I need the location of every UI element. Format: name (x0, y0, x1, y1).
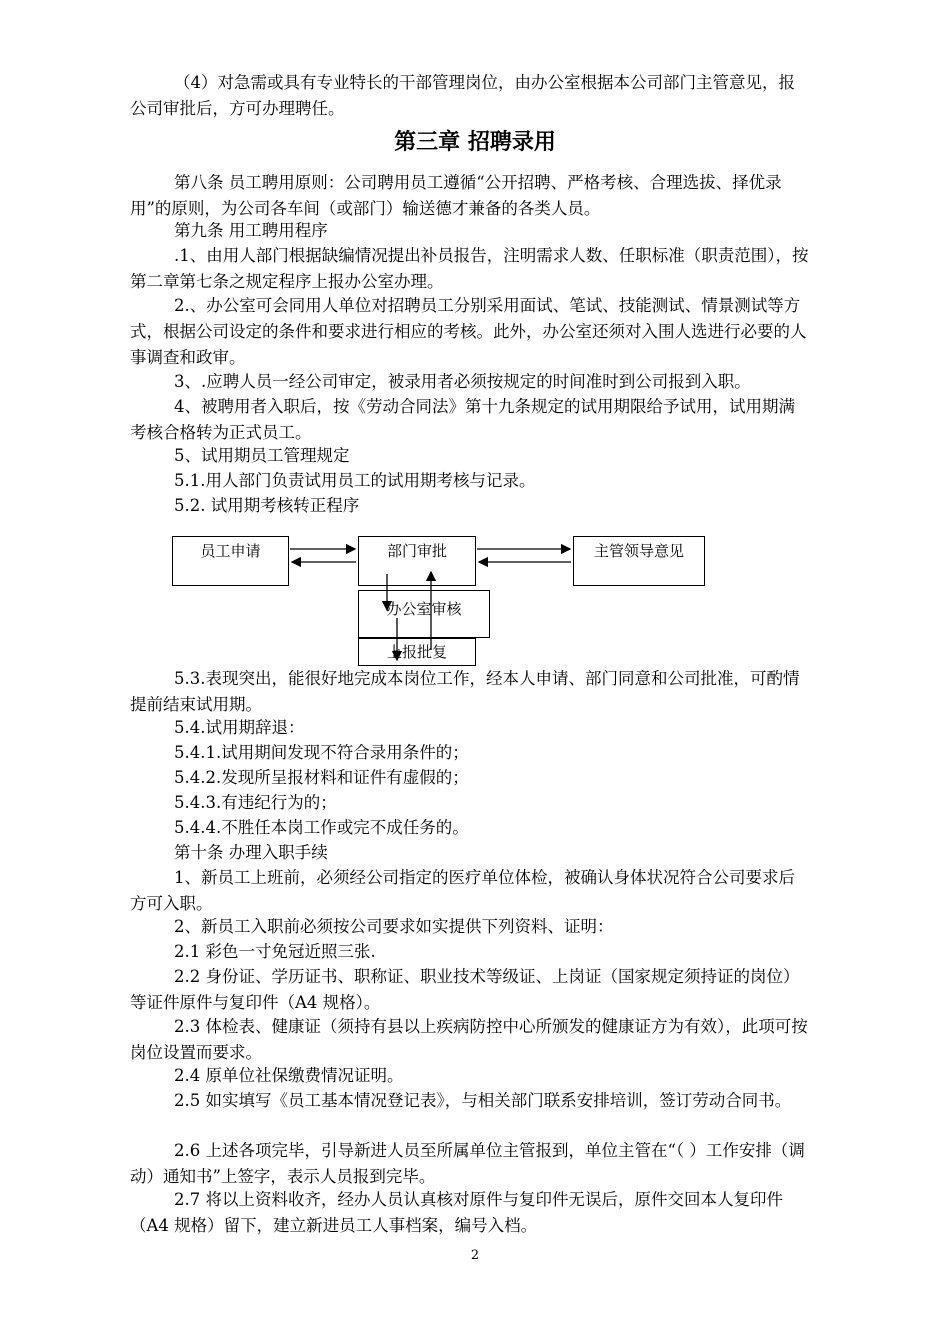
article-9-item-5-1: 5.1.用人部门负责试用员工的试用期考核与记录。 (174, 471, 536, 490)
article-10-item-2-7: 2.7 将以上资料收齐，经办人员认真核对原件与复印件无误后，原件交回本人复印件（A4 规格）留下，建立新进员工人事档案，编号入档。 (130, 1190, 783, 1235)
article-8: 第八条 员工聘用原则：公司聘用员工遵循“公开招聘、严格考核、合理选拔、择优录用”的原则，为公司各车间（或部门）输送德才兼备的各类人员。 (130, 173, 782, 218)
article-9-item-5-2: 5.2. 试用期考核转正程序 (174, 496, 360, 515)
article-10-item-2: 2、新员工入职前必须按公司要求如实提供下列资料、证明： (174, 917, 614, 936)
article-9-item-2: 2.、办公室可会同用人单位对招聘员工分别采用面试、笔试、技能测试、情景测试等方式，根据公司设定的条件和要求进行相应的考核。此外，办公室还须对入围人选进行必要的人事调查和政审。 (130, 296, 807, 367)
flow-report-reply-box: 上报批复 (358, 638, 476, 666)
article-10-item-2-6: 2.6 上述各项完毕，引导新进人员至所属单位主管报到，单位主管在“（ ）工作安排（调动）通知书”上签字，表示人员报到完毕。 (130, 1141, 805, 1186)
article-10-item-1: 1、新员工上班前，必须经公司指定的医疗单位体检，被确认身体状况符合公司要求后方可入职。 (130, 868, 795, 913)
flow-supervisor-opinion-box: 主管领导意见 (573, 536, 705, 586)
flow-office-review-box: 办公室审核 (358, 590, 490, 638)
article-10-item-2-5: 2.5 如实填写《员工基本情况登记表》，与相关部门联系安排培训，签订劳动合同书。 (174, 1091, 792, 1110)
article-9-item-4: 4、被聘用者入职后，按《劳动合同法》第十九条规定的试用期限给予试用，试用期满考核合格转为正式员工。 (130, 397, 795, 442)
article-10-item-2-3: 2.3 体检表、健康证（须持有县以上疾病防控中心所颁发的健康证方为有效），此项可按岗位设置而要求。 (130, 1017, 808, 1062)
article-9-item-3: 3、.应聘人员一经公司审定，被录用者必须按规定的时间准时到公司报到入职。 (174, 372, 751, 391)
item-5-4-1: 5.4.1.试用期间发现不符合录用条件的； (174, 743, 469, 762)
article-9-item-1: .1、由用人部门根据缺编情况提出补员报告，注明需求人数、任职标准（职责范围），按第二章第七条之规定程序上报办公室办理。 (130, 246, 809, 291)
article-9-title: 第九条 用工聘用程序 (174, 221, 328, 240)
page-number: 2 (470, 1248, 480, 1263)
item-5-4-3: 5.4.3.有违纪行为的； (174, 793, 337, 812)
item-5-3: 5.3.表现突出，能很好地完成本岗位工作，经本人申请、部门同意和公司批准，可酌情提前结束试用期。 (130, 669, 800, 714)
article-10-item-2-2: 2.2 身份证、学历证书、职称证、职业技术等级证、上岗证（国家规定须持证的岗位）等证件原件与复印件（A4 规格）。 (130, 967, 800, 1012)
article-10-item-2-1: 2.1 彩色一寸免冠近照三张. (174, 942, 376, 961)
item-5-4-4: 5.4.4.不胜任本岗工作或完不成任务的。 (174, 818, 469, 837)
item-5-4: 5.4.试用期辞退： (174, 718, 305, 737)
flow-dept-approve-box: 部门审批 (358, 536, 476, 586)
article-10-title: 第十条 办理入职手续 (174, 843, 328, 862)
article-10-item-2-4: 2.4 原单位社保缴费情况证明。 (174, 1066, 404, 1085)
item-5-4-2: 5.4.2.发现所呈报材料和证件有虚假的； (174, 768, 469, 787)
paragraph-appointment: （4）对急需或具有专业特长的干部管理岗位，由办公室根据本公司部门主管意见，报公司审批后，方可办理聘任。 (130, 73, 795, 118)
flow-employee-apply-box: 员工申请 (172, 536, 289, 586)
chapter-title: 第三章 招聘录用 (394, 130, 556, 155)
article-9-item-5: 5、试用期员工管理规定 (174, 446, 350, 465)
